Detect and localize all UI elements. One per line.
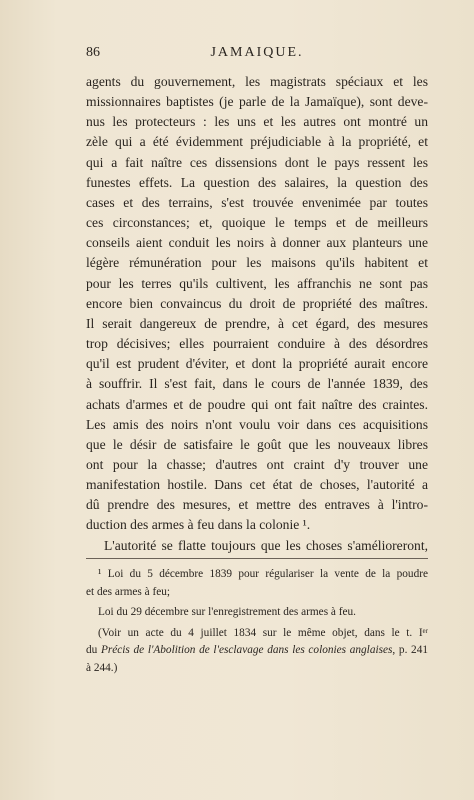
body-line: pour les terres qu'ils cultivent, les affranchis ne sont pas bbox=[86, 275, 428, 291]
footnote-book-title: Précis de l'Abolition de l'esclavage dans les colonies anglaises bbox=[100, 644, 393, 656]
body-text bbox=[86, 72, 428, 556]
body-line: L'autorité se flatte toujours que les choses s'amélioreront, bbox=[104, 537, 428, 553]
body-line: nus les protecteurs : les uns et les autres ont montré un bbox=[86, 114, 428, 130]
body-line: ces circonstances; et, quoique le temps et de meilleurs bbox=[86, 215, 428, 231]
body-line: zèle qui a été évidemment préjudiciable à la propriété, et bbox=[86, 134, 428, 150]
body-line: qui a fait naître ces dissensions dont le pays ressent les bbox=[86, 154, 428, 170]
footnote-line: ¹ Loi du 5 décembre 1839 pour régulariser la vente de la poudre bbox=[98, 568, 428, 580]
body-line: agents du gouvernement, les magistrats spéciaux et les bbox=[86, 74, 428, 89]
footnote-line: Loi du 29 décembre sur l'enregistrement des armes à feu. bbox=[98, 606, 357, 618]
body-line: Les amis des noirs n'ont voulu voir dans ces acquisitions bbox=[86, 416, 428, 432]
footnote-line bbox=[86, 642, 428, 660]
footnote-text: du bbox=[86, 644, 101, 656]
body-line: cases et des terrains, s'est trouvée envenimée par toutes bbox=[86, 194, 428, 210]
body-line: conseils aient conduit les noirs à donner aux planteurs une bbox=[86, 235, 428, 251]
body-line: funestes effets. La question des salaires, la question des bbox=[86, 174, 428, 190]
body-line: encore bien convaincus du droit de propriété des maîtres. bbox=[86, 295, 428, 311]
footnote-rule bbox=[86, 558, 428, 559]
body-line: dû prendre des mesures, et mettre des entraves à l'intro- bbox=[86, 497, 428, 513]
body-line: Il serait dangereux de prendre, à cet égard, des mesures bbox=[86, 315, 428, 331]
page-number: 86 bbox=[86, 45, 100, 60]
body-line: que le désir de satisfaire le goût que les nouveaux libres bbox=[86, 436, 428, 452]
body-line: manifestation hostile. Dans cet état de choses, l'autorité a bbox=[86, 477, 428, 493]
body-line: achats d'armes et de poudre qui ont fait naître des craintes. bbox=[86, 396, 428, 412]
body-line: trop décisives; elles pourraient conduire à des désordres bbox=[86, 336, 428, 352]
body-line: à souffrir. Il s'est fait, dans le cours de l'année 1839, des bbox=[86, 376, 428, 392]
page-header bbox=[86, 45, 428, 65]
footnote-line: et des armes à feu; bbox=[86, 585, 171, 598]
body-line: ont pour la chasse; d'autres ont craint d'y trouver une bbox=[86, 456, 428, 472]
footnotes bbox=[86, 566, 428, 677]
body-line: duction des armes à feu dans la colonie ¹. bbox=[86, 517, 311, 533]
body-line: légère rémunération pour les maisons qu'ils habitent et bbox=[86, 255, 428, 271]
footnote-line: à 244.) bbox=[86, 661, 118, 674]
footnote-text: , p. 241 bbox=[392, 644, 428, 656]
footnote-line: (Voir un acte du 4 juillet 1834 sur le même objet, dans le t. Iᵉʳ bbox=[98, 626, 428, 639]
body-line: missionnaires baptistes (je parle de la Jamaïque), sont deve- bbox=[86, 94, 428, 110]
running-title: JAMAIQUE. bbox=[210, 45, 304, 60]
body-line: qu'il est prudent d'éviter, et dont la propriété aurait encore bbox=[86, 356, 428, 372]
